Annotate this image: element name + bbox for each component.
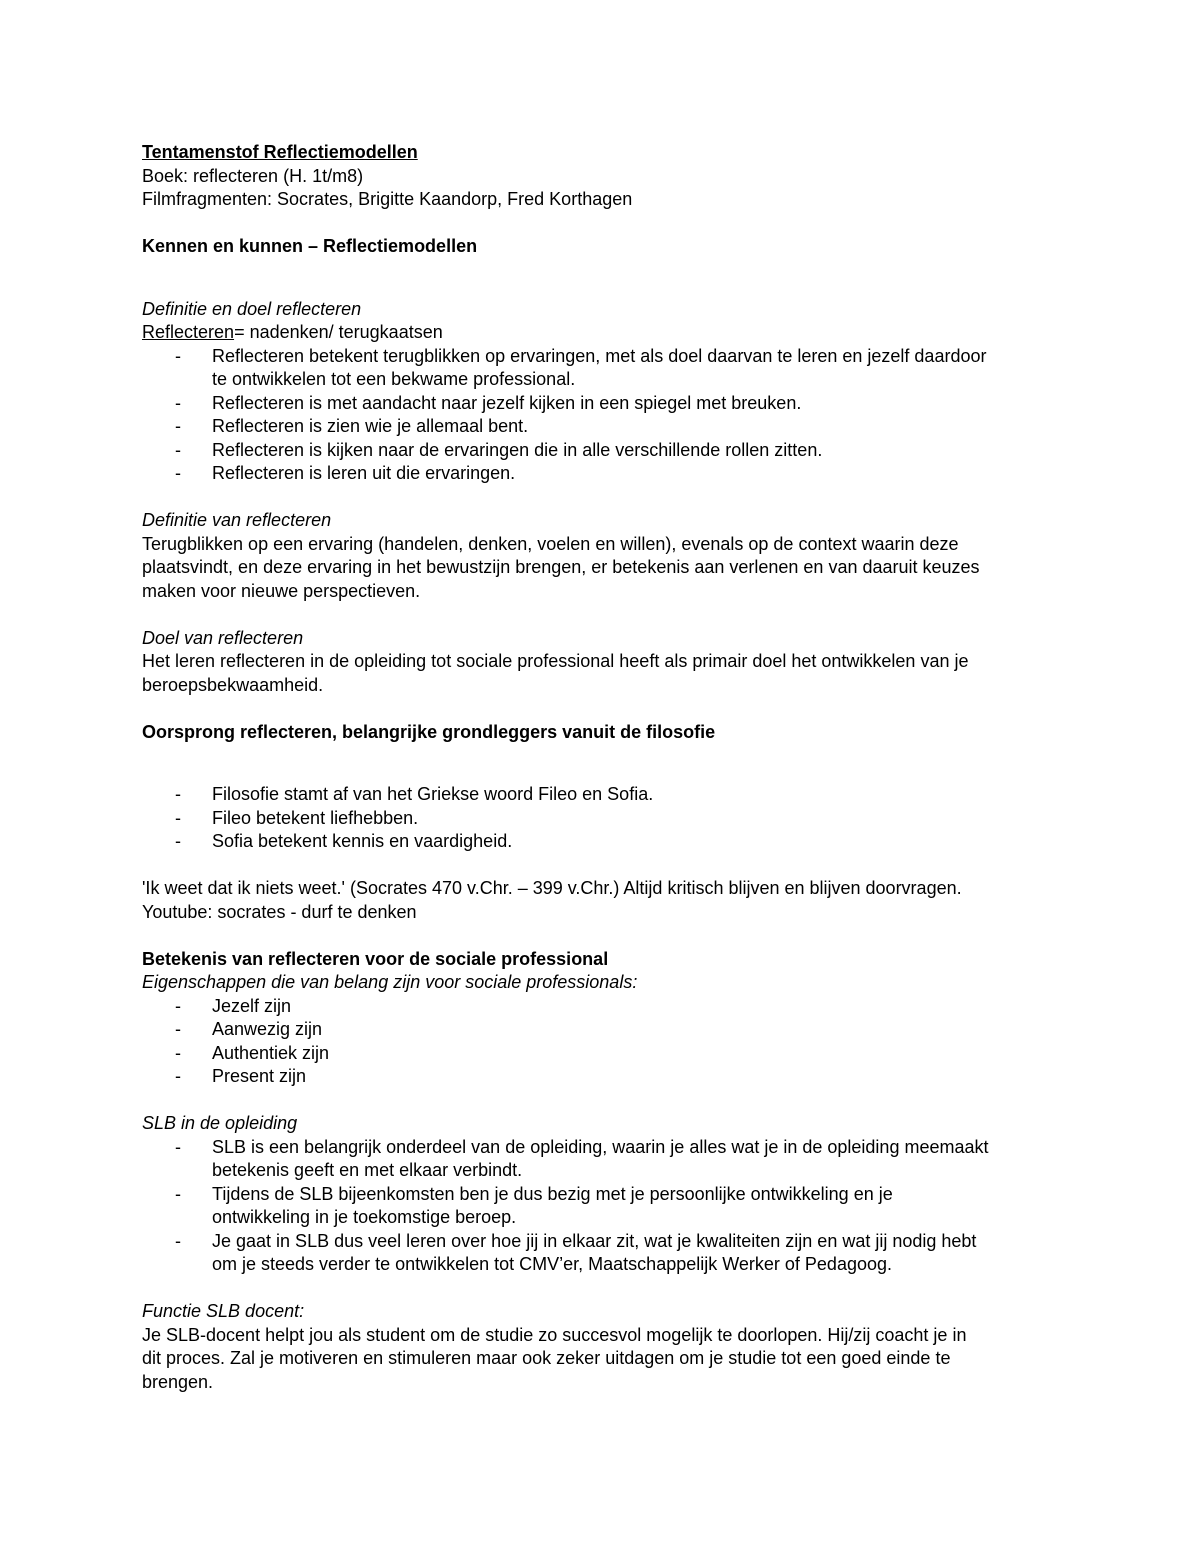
bullet-dash: - <box>175 345 181 366</box>
bullet-dash: - <box>175 1066 181 1086</box>
reflect-bullet-list <box>142 345 1082 486</box>
list-item <box>142 439 1082 463</box>
subheading-slb-opleiding: SLB in de opleiding <box>142 1113 298 1133</box>
book-line: Boek: reflecteren (H. 1t/m8) <box>142 165 364 186</box>
list-item-text: Je gaat in SLB dus veel leren over hoe jij in elkaar zit, wat je kwaliteiten zijn en wat jij nodig hebt <box>212 1230 977 1251</box>
list-item <box>142 1230 1082 1277</box>
slb-bullet-list <box>142 1136 1082 1277</box>
list-item-text: Aanwezig zijn <box>212 1019 323 1039</box>
section-heading-betekenis: Betekenis van reflecteren voor de sociale professional <box>142 948 609 969</box>
term-definition: = nadenken/ terugkaatsen <box>234 322 443 342</box>
bullet-dash: - <box>175 1019 181 1039</box>
list-item <box>142 1018 1082 1042</box>
document-title: Tentamenstof Reflectiemodellen <box>142 142 418 162</box>
subheading-functie-slb: Functie SLB docent: <box>142 1301 305 1321</box>
paragraph-line: Terugblikken op een ervaring (handelen, denken, voelen en willen), evenals op de context waarin deze <box>142 533 959 554</box>
subheading-eigenschappen: Eigenschappen die van belang zijn voor sociale professionals: <box>142 972 638 992</box>
list-item <box>142 807 1082 831</box>
bullet-dash: - <box>175 463 181 483</box>
socrates-quote: 'Ik weet dat ik niets weet.' (Socrates 470 v.Chr. – 399 v.Chr.) Altijd kritisch blijven en blijven doorvragen. <box>142 878 962 898</box>
list-item-text: te ontwikkelen tot een bekwame professional. <box>212 369 576 389</box>
list-item <box>142 1042 1082 1066</box>
paragraph-line: Je SLB-docent helpt jou als student om de studie zo succesvol mogelijk te doorlopen. Hij/zij coacht je in <box>142 1324 967 1345</box>
list-item-text: Reflecteren is leren uit die ervaringen. <box>212 463 516 483</box>
youtube-reference: Youtube: socrates - durf te denken <box>142 901 417 922</box>
subheading-definitie-doel: Definitie en doel reflecteren <box>142 298 362 319</box>
list-item-text: betekenis geeft en met elkaar verbindt. <box>212 1160 523 1180</box>
list-item-text: Present zijn <box>212 1066 307 1086</box>
paragraph-line: maken voor nieuwe perspectieven. <box>142 580 421 601</box>
film-fragments-line: Filmfragmenten: Socrates, Brigitte Kaandorp, Fred Korthagen <box>142 189 633 209</box>
bullet-dash: - <box>175 416 181 436</box>
bullet-dash: - <box>175 1183 181 1204</box>
paragraph-line: dit proces. Zal je motiveren en stimuleren maar ook zeker uitdagen om je studie tot een goed einde te <box>142 1348 951 1368</box>
bullet-dash: - <box>175 831 181 851</box>
list-item-text: Fileo betekent liefhebben. <box>212 807 419 828</box>
properties-bullet-list <box>142 995 1082 1089</box>
list-item-text: Authentiek zijn <box>212 1042 330 1063</box>
bullet-dash: - <box>175 995 181 1016</box>
list-item <box>142 392 1082 416</box>
bullet-dash: - <box>175 392 181 413</box>
list-item <box>142 1136 1082 1183</box>
section-heading-oorsprong: Oorsprong reflecteren, belangrijke grondleggers vanuit de filosofie <box>142 721 716 742</box>
bullet-dash: - <box>175 1136 181 1157</box>
section-heading-kennen-kunnen: Kennen en kunnen – Reflectiemodellen <box>142 236 478 256</box>
list-item-text: Reflecteren is kijken naar de ervaringen die in alle verschillende rollen zitten. <box>212 439 823 460</box>
bullet-dash: - <box>175 784 181 804</box>
list-item-text: Tijdens de SLB bijeenkomsten ben je dus bezig met je persoonlijke ontwikkeling en je <box>212 1183 893 1204</box>
philosophy-bullet-list <box>142 783 1082 854</box>
list-item-text: om je steeds verder te ontwikkelen tot CMV’er, Maatschappelijk Werker of Pedagoog. <box>212 1254 893 1274</box>
bullet-dash: - <box>175 807 181 828</box>
list-item <box>142 783 1082 807</box>
term-reflecteren: Reflecteren <box>142 322 235 342</box>
list-item-text: Sofia betekent kennis en vaardigheid. <box>212 831 513 851</box>
subheading-definitie-van: Definitie van reflecteren <box>142 510 332 530</box>
subheading-doel-van: Doel van reflecteren <box>142 627 304 648</box>
list-item <box>142 995 1082 1019</box>
document-body <box>142 141 1082 1394</box>
list-item-text: Filosofie stamt af van het Griekse woord Fileo en Sofia. <box>212 784 654 804</box>
list-item <box>142 830 1082 854</box>
paragraph-line: brengen. <box>142 1371 214 1392</box>
list-item-text: SLB is een belangrijk onderdeel van de opleiding, waarin je alles wat je in de opleiding meemaakt <box>212 1136 989 1157</box>
bullet-dash: - <box>175 1230 181 1251</box>
list-item <box>142 1183 1082 1230</box>
bullet-dash: - <box>175 439 181 460</box>
definition-line <box>142 321 1082 345</box>
list-item-text: Reflecteren betekent terugblikken op ervaringen, met als doel daarvan te leren en jezelf daardoor <box>212 345 987 366</box>
list-item-text: Reflecteren is met aandacht naar jezelf kijken in een spiegel met breuken. <box>212 392 802 413</box>
list-item-text: Jezelf zijn <box>212 995 292 1016</box>
list-item-text: Reflecteren is zien wie je allemaal bent. <box>212 416 529 436</box>
paragraph-line: Het leren reflecteren in de opleiding tot sociale professional heeft als primair doel het ontwikkelen van je <box>142 651 969 671</box>
list-item <box>142 1065 1082 1089</box>
bullet-dash: - <box>175 1042 181 1063</box>
list-item <box>142 415 1082 439</box>
list-item <box>142 345 1082 392</box>
list-item <box>142 462 1082 486</box>
list-item-text: ontwikkeling in je toekomstige beroep. <box>212 1207 517 1227</box>
paragraph-line: beroepsbekwaamheid. <box>142 674 324 695</box>
paragraph-line: plaatsvindt, en deze ervaring in het bewustzijn brengen, er betekenis aan verlenen en van daaruit keuzes <box>142 557 980 577</box>
